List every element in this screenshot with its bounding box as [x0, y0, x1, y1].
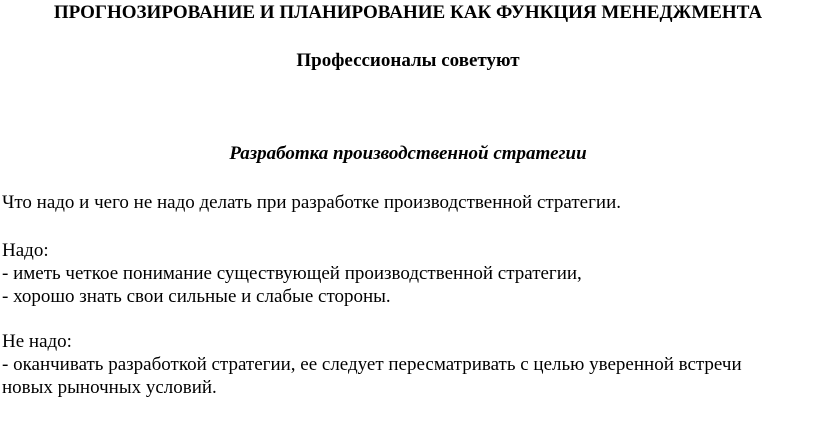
dont-item-line: - оканчивать разработкой стратегии, ее следует пересматривать с целью уверенной встречи	[2, 354, 742, 375]
dont-heading: Не надо:	[2, 331, 72, 352]
intro-paragraph: Что надо и чего не надо делать при разработке производственной стратегии.	[2, 192, 621, 213]
do-item: - хорошо знать свои сильные и слабые стороны.	[2, 286, 391, 307]
do-item: - иметь четкое понимание существующей производственной стратегии,	[2, 263, 582, 284]
do-heading: Надо:	[2, 240, 49, 261]
section-heading: Разработка производственной стратегии	[229, 143, 587, 164]
document-title: ПРОГНОЗИРОВАНИЕ И ПЛАНИРОВАНИЕ КАК ФУНКЦИЯ МЕНЕДЖМЕНТА	[53, 2, 763, 23]
dont-item-line: новых рыночных условий.	[2, 377, 217, 398]
document-subtitle: Профессионалы советуют	[296, 50, 520, 71]
